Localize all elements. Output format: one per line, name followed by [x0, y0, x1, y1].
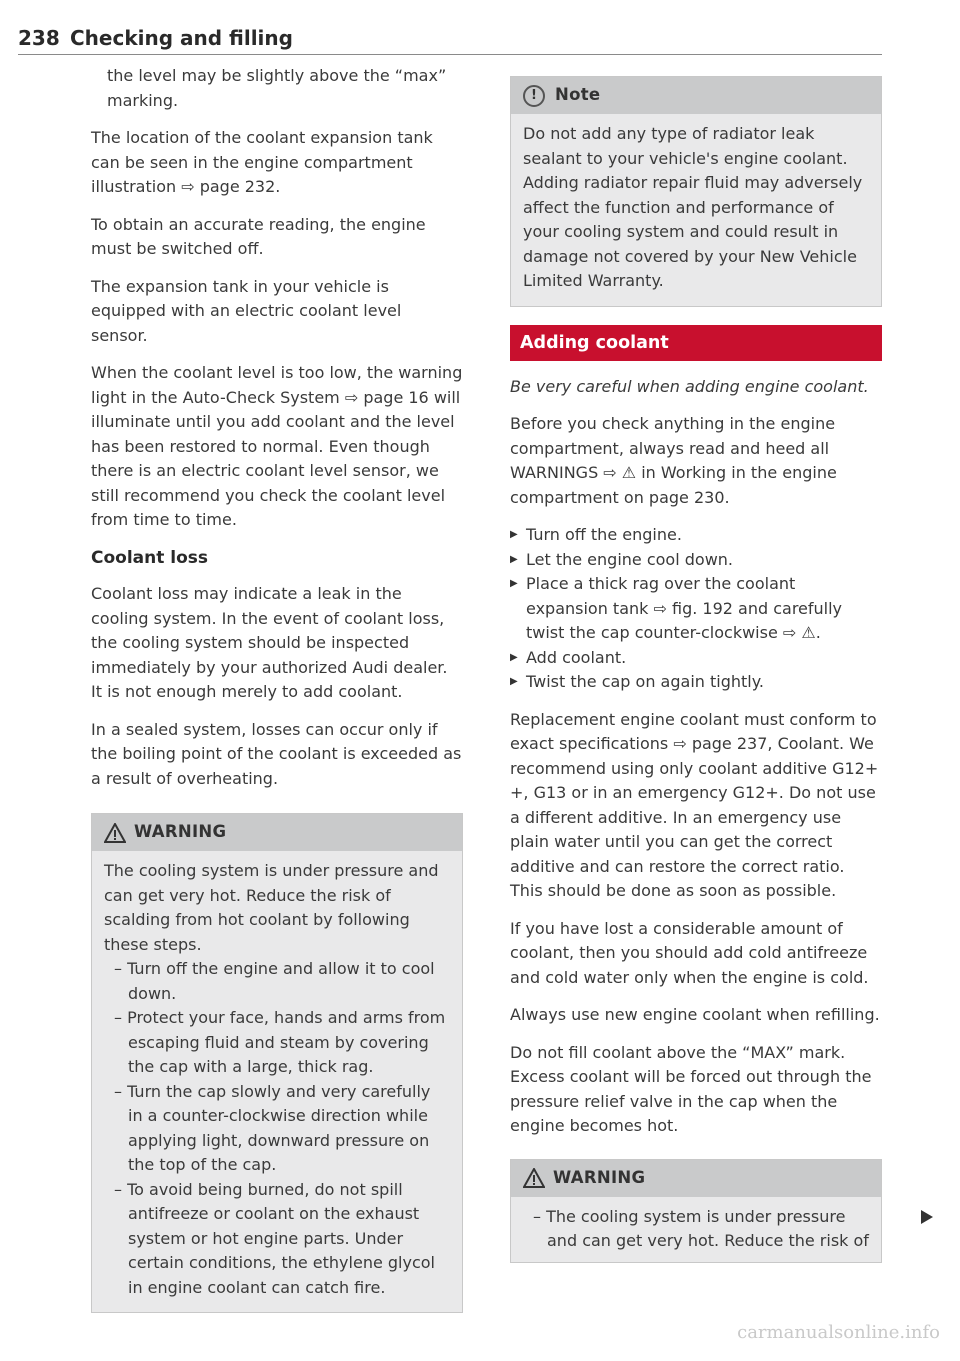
- warning-list: [104, 957, 450, 1300]
- note-body: Do not add any type of radiator leak sealant to your vehicle's engine coolant. Adding radiator repair fluid may adversely affect the function and performance of your cooling system and could result in damage not covered by your New Vehicle Limited Warranty.: [523, 124, 863, 290]
- list-item: ▶ Place a thick rag over the coolant expansion tank ⇨ fig. 192 and carefully twist the cap counter-clockwise ⇨ ⚠.: [510, 572, 882, 646]
- note-title: Note: [555, 85, 601, 105]
- list-item: – Protect your face, hands and arms from escaping fluid and steam by covering the cap with a large, thick rag.: [114, 1008, 446, 1076]
- warning-list: [523, 1205, 869, 1254]
- warning-triangle-icon: [104, 823, 126, 843]
- info-circle-icon: !: [523, 85, 545, 107]
- warning-title: WARNING: [553, 1167, 646, 1187]
- paragraph: Replacement engine coolant must conform to exact specifications ⇨ page 237, Coolant. We recommend using only coolant additive G12+ +, G13 or in an emergency G12+. Do not use a different additive. In an emergency use plain water until you can get the correct additive and can restore the correct ratio. This should be done as soon as possible.: [510, 709, 879, 900]
- continue-arrow-icon: [921, 1210, 933, 1224]
- warning-triangle-icon: [523, 1168, 545, 1188]
- list-item: ▶ Twist the cap on again tightly.: [510, 670, 882, 695]
- subheading-coolant-loss: Coolant loss: [91, 547, 209, 568]
- paragraph: Do not fill coolant above the “MAX” mark. Excess coolant will be forced out through the pressure relief valve in the cap when the engine becomes hot.: [510, 1042, 872, 1135]
- paragraph: Coolant loss may indicate a leak in the cooling system. In the event of coolant loss, the cooling system should be inspected immediately by your authorized Audi dealer. It is not enough merely to add coolant.: [91, 584, 448, 701]
- list-item: – The cooling system is under pressure and can get very hot. Reduce the risk of: [533, 1206, 869, 1250]
- paragraph: the level may be slightly above the “max” marking.: [107, 66, 447, 110]
- list-item: – Turn the cap slowly and very carefully in a counter-clockwise direction while applying light, downward pressure on the top of the cap.: [114, 1081, 431, 1174]
- list-item: ▶ Let the engine cool down.: [510, 548, 882, 573]
- watermark: carmanualsonline.info: [737, 1322, 940, 1343]
- paragraph: In a sealed system, losses can occur only if the boiling point of the coolant is exceeded as a result of overheating.: [91, 719, 462, 788]
- list-item: ▶ Add coolant.: [510, 646, 882, 671]
- warning-box: [510, 1159, 882, 1263]
- warning-header: [92, 814, 462, 851]
- warning-body: [92, 851, 462, 1312]
- paragraph: To obtain an accurate reading, the engine must be switched off.: [91, 214, 426, 258]
- right-column: [510, 76, 882, 1263]
- section-title: Checking and filling: [70, 26, 293, 50]
- warning-title: WARNING: [134, 822, 227, 842]
- warning-body: [511, 1197, 881, 1262]
- page-number: 238: [18, 26, 60, 50]
- warning-header: [511, 1160, 881, 1197]
- paragraph: The location of the coolant expansion tank can be seen in the engine compartment illustration ⇨ page 232.: [91, 128, 433, 196]
- page-header: [18, 24, 882, 55]
- list-item: – To avoid being burned, do not spill antifreeze or coolant on the exhaust system or hot engine parts. Under certain conditions, the ethylene glycol in engine coolant can catch fire.: [114, 1179, 435, 1297]
- list-item: ▶ Turn off the engine.: [510, 523, 882, 548]
- left-column: [91, 64, 463, 1313]
- paragraph: The expansion tank in your vehicle is equipped with an electric coolant level sensor.: [91, 276, 402, 345]
- note-header: [511, 77, 881, 114]
- paragraph: When the coolant level is too low, the warning light in the Auto-Check System ⇨ page 16 will illuminate until you add coolant and the level has been restored to normal. Even though there is an electric coolant level sensor, we still recommend you check the coolant level from time to time.: [91, 363, 463, 529]
- steps-list: [510, 523, 882, 695]
- section-bar-adding-coolant: Adding coolant: [510, 325, 882, 361]
- warning-intro: The cooling system is under pressure and can get very hot. Reduce the risk of scalding from hot coolant by following these steps.: [104, 861, 439, 954]
- lead-text: Be very careful when adding engine coolant.: [510, 376, 869, 396]
- paragraph: If you have lost a considerable amount of coolant, then you should add cold antifreeze and cold water only when the engine is cold.: [510, 918, 869, 987]
- paragraph: Always use new engine coolant when refilling.: [510, 1005, 880, 1024]
- note-box: [510, 76, 882, 307]
- warning-box: [91, 813, 463, 1313]
- list-item: – Turn off the engine and allow it to cool down.: [114, 959, 435, 1003]
- paragraph: Before you check anything in the engine compartment, always read and heed all WARNINGS ⇨ ⚠ in Working in the engine compartment on page 230.: [510, 414, 837, 507]
